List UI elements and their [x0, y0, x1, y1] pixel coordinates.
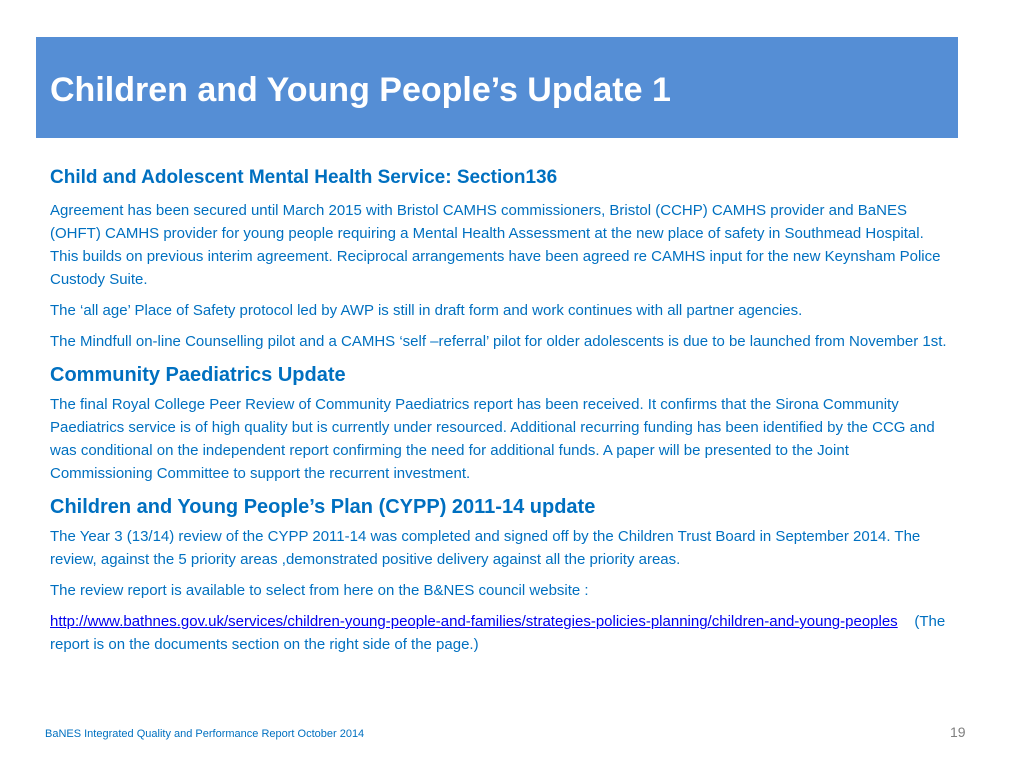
paragraph: The Mindfull on-line Counselling pilot and a CAMHS ‘self –referral’ pilot for older adolescents is due to be launched from November 1st. — [50, 333, 947, 350]
page-title: Children and Young People’s Update 1 — [50, 71, 671, 109]
paragraph: The final Royal College Peer Review of Community Paediatrics report has been received. It confirms that the Sirona Community Paediatrics service is of high quality but is currently under resourced. Additional recurring funding has been identified by the CCG and was conditional on the independent report confirming the need for additional funds. A paper will be presented to the Joint Commissioning Committee to support the recurrent investment. — [50, 396, 935, 482]
paragraph: Agreement has been secured until March 2015 with Bristol CAMHS commissioners, Bristol (CCHP) CAMHS provider and BaNES (OHFT) CAMHS provider for young people requiring a Mental Health Assessment at the new place of safety in Southmead Hospital. This builds on previous interim agreement. Reciprocal arrangements have been agreed re CAMHS input for the new Keynsham Police Custody Suite. — [50, 202, 941, 288]
paragraph: The Year 3 (13/14) review of the CYPP 2011-14 was completed and signed off by the Children Trust Board in September 2014. The review, against the 5 priority areas ,demonstrated positive delivery against all the priority areas. — [50, 528, 921, 568]
council-website-link[interactable]: http://www.bathnes.gov.uk/services/children-young-people-and-families/strategies-policies-planning/children-and-young-peoples — [50, 613, 898, 630]
title-banner — [36, 37, 958, 138]
link-note: (The report is on the documents section on the right side of the page.) — [50, 613, 946, 653]
section-heading-camhs: Child and Adolescent Mental Health Service: Section136 — [50, 167, 558, 188]
slide-body — [50, 165, 950, 664]
section-heading-paediatrics: Community Paediatrics Update — [50, 364, 346, 386]
paragraph: The review report is available to select from here on the B&NES council website : — [50, 582, 589, 599]
paragraph: The ‘all age’ Place of Safety protocol led by AWP is still in draft form and work continues with all partner agencies. — [50, 302, 803, 319]
link-paragraph — [50, 610, 950, 656]
footer-text: BaNES Integrated Quality and Performance Report October 2014 — [45, 728, 365, 740]
section-heading-cypp: Children and Young People’s Plan (CYPP) 2011-14 update — [50, 496, 596, 518]
page-number: 19 — [950, 724, 966, 740]
